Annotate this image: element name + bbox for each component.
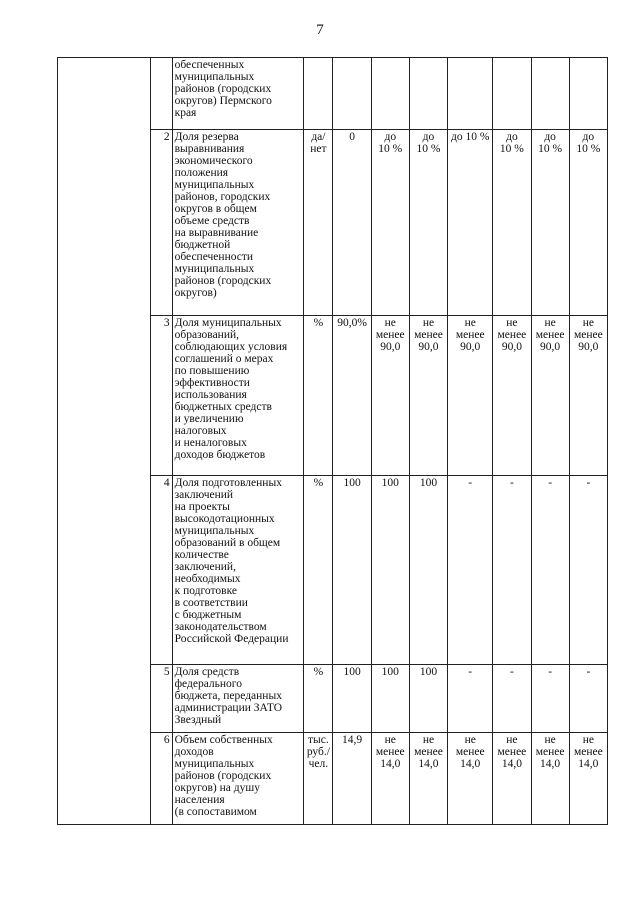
unit-cell-text: %: [313, 477, 324, 489]
indicator-name-cell: [172, 665, 304, 733]
target-value-cell-text: до 10 %: [378, 131, 403, 155]
indicator-name-cell-text: Доля подготовленных заключений на проекты высокодотационных муниципальных образований в общем количестве заключений, необходимых к подготовке в соответствии с бюджетным законодательством Российской Федерации: [174, 477, 289, 645]
base-value-cell: [333, 316, 371, 476]
target-value-cell: [531, 665, 569, 733]
indicator-name-cell-text: обеспеченных муниципальных районов (городских округов) Пермского края: [174, 59, 272, 119]
unit-cell-text: %: [313, 666, 324, 678]
base-value-cell: [333, 130, 371, 316]
indicator-name-cell-text: Доля средств федерального бюджета, переданных администрации ЗАТО Звездный: [174, 666, 283, 726]
indicators-table: [57, 57, 608, 825]
target-value-cell: [371, 733, 409, 825]
base-value-cell-text: 0: [349, 131, 355, 143]
row-number-cell: [150, 58, 172, 130]
target-value-cell: [531, 733, 569, 825]
table-row: [58, 130, 608, 316]
target-value-cell: [569, 58, 607, 130]
indicator-name-cell-text: Объем собственных доходов муниципальных районов (городских округов) на душу населения (в сопоставимом: [174, 734, 273, 818]
row-number-cell: [150, 476, 172, 665]
table-row: [58, 316, 608, 476]
target-value-cell: [531, 58, 569, 130]
base-value-cell-text: 100: [343, 666, 361, 678]
indicator-name-cell: [172, 130, 304, 316]
target-value-cell-text: -: [468, 477, 473, 489]
unit-cell: [304, 733, 333, 825]
row-number-cell: [150, 130, 172, 316]
target-value-cell: [409, 130, 447, 316]
row-number-cell-text: 3: [163, 317, 170, 329]
base-value-cell: [333, 665, 371, 733]
unit-cell: [304, 665, 333, 733]
program-cell: [58, 733, 151, 825]
base-value-cell: [333, 733, 371, 825]
target-value-cell-text: не менее 90,0: [573, 317, 603, 353]
target-value-cell-text: до 10 %: [416, 131, 441, 155]
target-value-cell: [493, 665, 531, 733]
target-value-cell: [493, 733, 531, 825]
row-number-cell-text: 4: [163, 477, 170, 489]
unit-cell: [304, 476, 333, 665]
table-row: [58, 58, 608, 130]
indicator-name-cell: [172, 58, 304, 130]
target-value-cell-text: 100: [381, 666, 399, 678]
target-value-cell-text: -: [509, 477, 514, 489]
base-value-cell-text: 14,9: [342, 734, 363, 746]
target-value-cell-text: -: [509, 666, 514, 678]
target-value-cell: [493, 58, 531, 130]
target-value-cell-text: -: [586, 477, 591, 489]
target-value-cell: [448, 665, 493, 733]
target-value-cell: [371, 130, 409, 316]
row-number-cell-text: 6: [163, 734, 170, 746]
target-value-cell-text: 100: [381, 477, 399, 489]
unit-cell-text: %: [313, 317, 324, 329]
base-value-cell: [333, 476, 371, 665]
base-value-cell: [333, 58, 371, 130]
target-value-cell: [531, 316, 569, 476]
target-value-cell-text: -: [548, 666, 553, 678]
unit-cell-text: да/ нет: [310, 131, 327, 155]
indicator-name-cell: [172, 316, 304, 476]
target-value-cell: [371, 476, 409, 665]
row-number-cell: [150, 665, 172, 733]
unit-cell: [304, 58, 333, 130]
target-value-cell: [448, 58, 493, 130]
row-number-cell: [150, 733, 172, 825]
target-value-cell: [448, 476, 493, 665]
target-value-cell: [531, 130, 569, 316]
target-value-cell-text: не менее 14,0: [455, 734, 485, 770]
table-row: [58, 665, 608, 733]
target-value-cell-text: до 10 %: [576, 131, 601, 155]
row-number-cell: [150, 316, 172, 476]
row-number-cell-text: 5: [163, 666, 170, 678]
target-value-cell-text: 100: [419, 666, 438, 678]
indicator-name-cell: [172, 733, 304, 825]
target-value-cell: [531, 476, 569, 665]
program-cell: [58, 476, 151, 665]
target-value-cell-text: до 10 %: [450, 131, 490, 143]
target-value-cell: [493, 130, 531, 316]
target-value-cell: [409, 733, 447, 825]
target-value-cell-text: не менее 90,0: [414, 317, 443, 353]
target-value-cell: [493, 316, 531, 476]
target-value-cell-text: не менее 90,0: [497, 317, 527, 353]
target-value-cell: [409, 476, 447, 665]
target-value-cell: [569, 130, 607, 316]
target-value-cell: [409, 665, 447, 733]
program-cell: [58, 316, 151, 476]
target-value-cell-text: не менее 14,0: [375, 734, 405, 770]
target-value-cell: [569, 665, 607, 733]
target-value-cell-text: не менее 90,0: [535, 317, 565, 353]
target-value-cell-text: не менее 14,0: [535, 734, 565, 770]
program-cell: [58, 58, 151, 130]
target-value-cell-text: не менее 14,0: [497, 734, 527, 770]
target-value-cell-text: -: [548, 477, 553, 489]
target-value-cell: [448, 733, 493, 825]
target-value-cell-text: до 10 %: [499, 131, 524, 155]
target-value-cell-text: 100: [419, 477, 438, 489]
target-value-cell-text: не менее 90,0: [375, 317, 405, 353]
target-value-cell: [448, 130, 493, 316]
table-row: [58, 476, 608, 665]
indicator-name-cell: [172, 476, 304, 665]
base-value-cell-text: 100: [343, 477, 361, 489]
target-value-cell: [569, 476, 607, 665]
target-value-cell-text: не менее 14,0: [573, 734, 603, 770]
page-number: 7: [316, 22, 324, 38]
row-number-cell-text: 2: [163, 131, 170, 143]
target-value-cell: [409, 316, 447, 476]
unit-cell-text: тыс. руб./ чел.: [306, 734, 330, 770]
target-value-cell: [371, 665, 409, 733]
unit-cell: [304, 316, 333, 476]
indicator-name-cell-text: Доля муниципальных образований, соблюдающих условия соглашений о мерах по повышению эффективности использования бюджетных средств и увеличению налоговых и неналоговых доходов бюджетов: [174, 317, 288, 461]
base-value-cell-text: 90,0%: [337, 317, 367, 329]
table-row: [58, 733, 608, 825]
program-cell: [58, 665, 151, 733]
program-cell: [58, 130, 151, 316]
target-value-cell: [448, 316, 493, 476]
target-value-cell: [569, 733, 607, 825]
target-value-cell: [493, 476, 531, 665]
target-value-cell: [569, 316, 607, 476]
target-value-cell-text: не менее 90,0: [455, 317, 485, 353]
target-value-cell: [371, 316, 409, 476]
target-value-cell-text: -: [468, 666, 473, 678]
target-value-cell: [371, 58, 409, 130]
target-value-cell-text: -: [586, 666, 591, 678]
indicator-name-cell-text: Доля резерва выравнивания экономического положения муниципальных районов, городских округов в общем объеме средств на выравнивание бюджетной обеспеченности муниципальных районов (городских округов): [174, 131, 272, 299]
target-value-cell-text: до 10 %: [538, 131, 563, 155]
target-value-cell-text: не менее 14,0: [414, 734, 443, 770]
unit-cell: [304, 130, 333, 316]
target-value-cell: [409, 58, 447, 130]
